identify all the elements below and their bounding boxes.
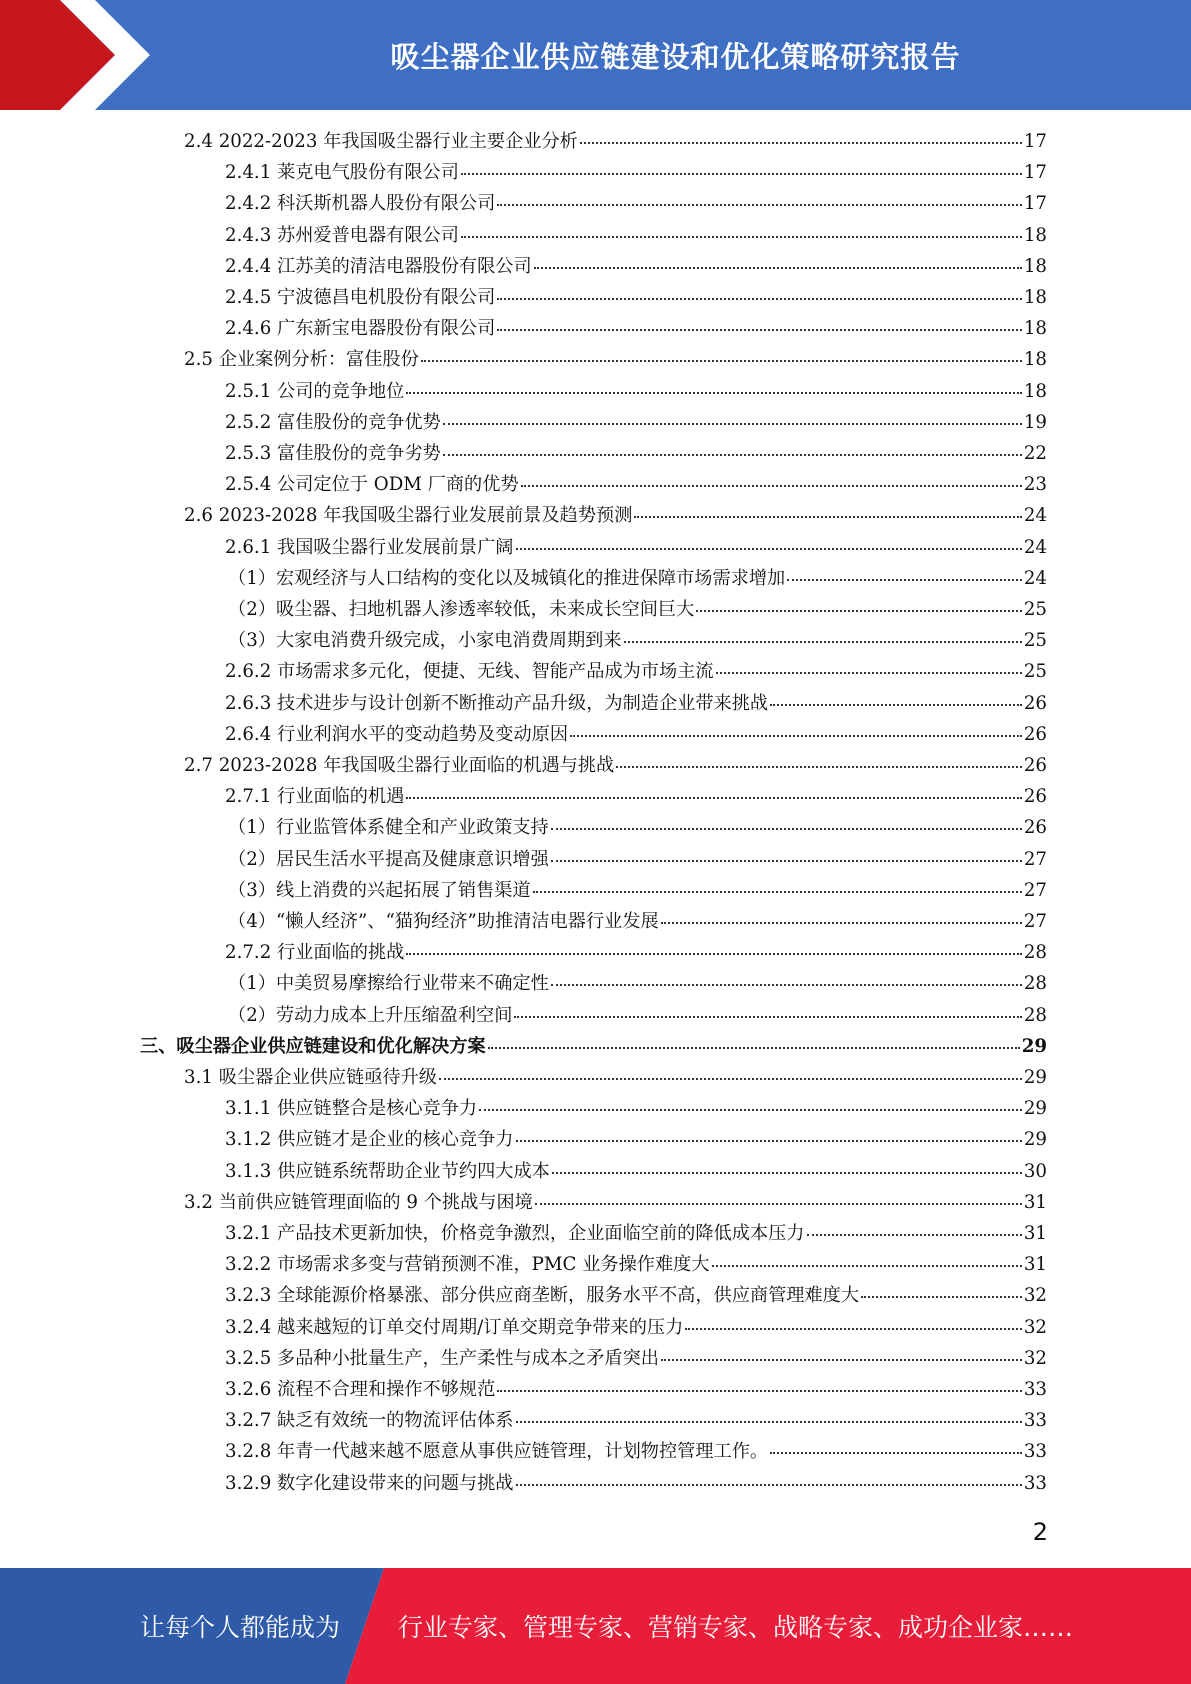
toc-entry[interactable] <box>184 751 1047 782</box>
toc-entry-title: 2.5.3 富佳股份的竞争劣势 <box>225 443 441 464</box>
toc-dot-leader <box>521 484 1022 487</box>
toc-entry-page: 18 <box>1023 287 1047 308</box>
toc-entry[interactable] <box>225 252 1047 283</box>
toc-dot-leader <box>439 1077 1022 1080</box>
toc-dot-leader <box>514 1015 1021 1018</box>
toc-entry-page: 22 <box>1023 443 1047 464</box>
toc-dot-leader <box>551 983 1022 986</box>
toc-entry-page: 28 <box>1023 973 1047 995</box>
toc-entry-title: 2.4.3 苏州爱普电器有限公司 <box>225 224 459 246</box>
toc-entry-title: 3.2.1 产品技术更新加快，价格竞争激烈，企业面临空前的降低成本压力 <box>225 1223 805 1244</box>
toc-entry-title: 3.2.8 年青一代越来越不愿意从事供应链管理，计划物控管理工作。 <box>225 1441 769 1463</box>
toc-entry-page: 29 <box>1023 1098 1047 1120</box>
toc-entry-page: 27 <box>1023 879 1047 901</box>
toc-entry-title: 2.4.6 广东新宝电器股份有限公司 <box>225 318 496 340</box>
toc-entry-page: 18 <box>1023 318 1047 340</box>
toc-dot-leader <box>516 1483 1022 1486</box>
toc-dot-leader <box>406 391 1021 394</box>
toc-dot-leader <box>443 453 1022 456</box>
toc-entry-page: 26 <box>1023 692 1047 714</box>
toc-entry-page: 29 <box>1023 1067 1047 1088</box>
toc-dot-leader <box>533 890 1022 893</box>
toc-dot-leader <box>406 952 1021 955</box>
toc-entry-page: 19 <box>1023 411 1047 433</box>
toc-entry-title: 2.5.2 富佳股份的竞争优势 <box>225 411 441 433</box>
toc-dot-leader <box>516 547 1022 550</box>
page-number: 2 <box>1032 1518 1048 1546</box>
toc-entry-title: 3.2.2 市场需求多变与营销预测不准，PMC 业务操作难度大 <box>225 1254 710 1276</box>
toc-entry[interactable] <box>225 1219 1047 1250</box>
toc-entry-title: 3.1.3 供应链系统帮助企业节约四大成本 <box>225 1160 550 1182</box>
toc-entry[interactable] <box>184 345 1047 376</box>
toc-dot-leader <box>552 1171 1022 1174</box>
toc-entry-title: 2.6.2 市场需求多元化，便捷、无线、智能产品成为市场主流 <box>225 661 714 683</box>
toc-dot-leader <box>497 1389 1022 1392</box>
toc-dot-leader <box>461 235 1022 238</box>
page-footer <box>0 1568 1191 1684</box>
toc-entry-title: 三、吸尘器企业供应链建设和优化解决方案 <box>140 1035 486 1057</box>
report-title: 吸尘器企业供应链建设和优化策略研究报告 <box>390 39 961 74</box>
toc-entry[interactable] <box>225 221 1047 252</box>
toc-dot-leader <box>406 796 1021 799</box>
toc-dot-leader <box>551 859 1022 862</box>
toc-entry-title: （2）劳动力成本上升压缩盈利空间 <box>228 1004 513 1026</box>
toc-dot-leader <box>716 671 1022 674</box>
toc-entry-page: 33 <box>1023 1472 1047 1494</box>
toc-entry-title: 2.5.4 公司定位于 ODM 厂商的优势 <box>225 474 519 496</box>
toc-dot-leader <box>570 734 1022 737</box>
toc-entry[interactable] <box>228 969 1047 1000</box>
toc-entry-page: 26 <box>1023 723 1047 745</box>
toc-entry-page: 33 <box>1023 1441 1047 1463</box>
toc-entry[interactable] <box>225 158 1047 189</box>
toc-dot-leader <box>685 1327 1022 1330</box>
toc-entry-page: 17 <box>1023 193 1047 215</box>
toc-entry-page: 24 <box>1023 567 1047 589</box>
toc-entry-title: 2.4.5 宁波德昌电机股份有限公司 <box>225 287 496 308</box>
toc-dot-leader <box>488 1046 1020 1049</box>
toc-entry-title: （3）线上消费的兴起拓展了销售渠道 <box>228 879 531 901</box>
toc-entry-title: （3）大家电消费升级完成，小家电消费周期到来 <box>228 630 622 652</box>
toc-entry[interactable] <box>228 1001 1047 1032</box>
toc-dot-leader <box>770 703 1022 706</box>
toc-entry-page: 31 <box>1023 1254 1047 1276</box>
toc-entry-page: 23 <box>1023 474 1047 496</box>
toc-entry-page: 32 <box>1023 1285 1047 1307</box>
toc-dot-leader <box>634 515 1021 518</box>
toc-entry-page: 17 <box>1023 131 1047 152</box>
toc-dot-leader <box>461 172 1022 175</box>
toc-entry-title: 2.5.1 公司的竞争地位 <box>225 380 405 402</box>
toc-dot-leader <box>770 1451 1022 1454</box>
toc-entry-page: 29 <box>1023 1129 1047 1151</box>
toc-entry-page: 25 <box>1023 661 1047 683</box>
toc-entry-title: 3.1.1 供应链整合是核心竞争力 <box>225 1098 478 1120</box>
toc-entry[interactable] <box>225 1094 1047 1125</box>
toc-entry[interactable] <box>225 1375 1047 1406</box>
toc-dot-leader <box>624 640 1022 643</box>
toc-entry-page: 17 <box>1023 162 1047 184</box>
toc-dot-leader <box>535 1202 1022 1205</box>
toc-entry[interactable] <box>225 938 1047 969</box>
toc-entry[interactable] <box>225 689 1047 720</box>
toc-entry-title: 2.4.2 科沃斯机器人股份有限公司 <box>225 193 496 215</box>
toc-entry[interactable] <box>225 720 1047 751</box>
toc-entry[interactable] <box>140 1032 1047 1063</box>
toc-entry[interactable] <box>225 657 1047 688</box>
toc-entry-title: 2.4.4 江苏美的清洁电器股份有限公司 <box>225 255 532 277</box>
toc-entry-page: 30 <box>1023 1160 1047 1182</box>
toc-entry-title: 2.5 企业案例分析：富佳股份 <box>184 349 419 371</box>
toc-entry[interactable] <box>225 408 1047 439</box>
toc-entry[interactable] <box>225 377 1047 408</box>
toc-entry-page: 18 <box>1023 380 1047 402</box>
toc-entry[interactable] <box>228 564 1047 595</box>
toc-entry-title: 2.6 2023-2028 年我国吸尘器行业发展前景及趋势预测 <box>184 505 633 527</box>
toc-entry-page: 26 <box>1023 786 1047 808</box>
toc-entry[interactable] <box>225 1437 1047 1468</box>
toc-entry-page: 32 <box>1023 1347 1047 1369</box>
toc-entry-title: 3.2.6 流程不合理和操作不够规范 <box>225 1379 496 1400</box>
toc-entry[interactable] <box>225 1281 1047 1312</box>
toc-entry[interactable] <box>225 1313 1047 1344</box>
toc-entry-page: 27 <box>1023 911 1047 932</box>
toc-entry[interactable] <box>225 1250 1047 1281</box>
toc-entry-title: 2.4.1 莱克电气股份有限公司 <box>225 162 459 184</box>
toc-entry-title: 2.6.4 行业利润水平的变动趋势及变动原因 <box>225 723 569 745</box>
toc-entry-title: 2.4 2022-2023 年我国吸尘器行业主要企业分析 <box>184 131 578 152</box>
toc-entry[interactable] <box>225 1125 1047 1156</box>
toc-dot-leader <box>551 827 1022 830</box>
toc-entry-title: 2.7.1 行业面临的机遇 <box>225 786 405 808</box>
toc-entry-page: 18 <box>1023 224 1047 246</box>
toc-entry-title: 3.2.4 越来越短的订单交付周期/订单交期竞争带来的压力 <box>225 1316 684 1338</box>
toc-entry-title: （2）居民生活水平提高及健康意识增强 <box>228 848 549 870</box>
toc-entry[interactable] <box>225 782 1047 813</box>
toc-dot-leader <box>661 921 1022 924</box>
toc-entry-page: 27 <box>1023 848 1047 870</box>
toc-entry-page: 29 <box>1021 1035 1047 1057</box>
toc-entry[interactable] <box>225 1406 1047 1437</box>
toc-dot-leader <box>443 422 1022 425</box>
toc-dot-leader <box>712 1264 1022 1267</box>
toc-entry[interactable] <box>228 845 1047 876</box>
toc-entry-page: 31 <box>1023 1191 1047 1213</box>
toc-entry-title: 3.1.2 供应链才是企业的核心竞争力 <box>225 1129 514 1151</box>
toc-entry-title: 3.2.9 数字化建设带来的问题与挑战 <box>225 1472 514 1494</box>
toc-entry[interactable] <box>228 876 1047 907</box>
toc-entry-page: 32 <box>1023 1316 1047 1338</box>
footer-slogan-left: 让每个人都能成为 <box>140 1613 341 1642</box>
toc-dot-leader <box>807 1233 1022 1236</box>
toc-entry[interactable] <box>225 533 1047 564</box>
toc-dot-leader <box>616 765 1022 768</box>
toc-entry-title: 3.2.7 缺乏有效统一的物流评估体系 <box>225 1410 514 1432</box>
footer-slogan-right: 行业专家、管理专家、营销专家、战略专家、成功企业家…… <box>398 1613 1074 1642</box>
toc-entry-page: 24 <box>1023 536 1047 558</box>
toc-entry-title: 3.2.3 全球能源价格暴涨、部分供应商垄断，服务水平不高，供应商管理难度大 <box>225 1285 860 1307</box>
toc-dot-leader <box>696 609 1022 612</box>
toc-entry-page: 28 <box>1023 1004 1047 1026</box>
toc-entry-page: 26 <box>1023 755 1047 776</box>
toc-entry-page: 33 <box>1023 1410 1047 1432</box>
toc-dot-leader <box>497 328 1022 331</box>
toc-entry-page: 18 <box>1023 349 1047 371</box>
toc-dot-leader <box>534 266 1022 269</box>
toc-entry-page: 26 <box>1023 817 1047 839</box>
toc-entry-title: 2.6.3 技术进步与设计创新不断推动产品升级，为制造企业带来挑战 <box>225 692 769 714</box>
page-header <box>0 0 1191 110</box>
toc-entry[interactable] <box>184 501 1047 532</box>
toc-entry[interactable] <box>225 314 1047 345</box>
toc-dot-leader <box>497 297 1022 300</box>
toc-dot-leader <box>580 141 1022 144</box>
toc-entry[interactable] <box>184 1063 1047 1094</box>
toc-entry[interactable] <box>228 907 1047 938</box>
toc-entry-title: （4）“懒人经济”、“猫狗经济”助推清洁电器行业发展 <box>228 911 659 932</box>
toc-entry-page: 25 <box>1023 599 1047 620</box>
toc-dot-leader <box>516 1139 1022 1142</box>
toc-dot-leader <box>497 203 1022 206</box>
toc-entry-page: 31 <box>1023 1223 1047 1244</box>
toc-entry-title: （1）中美贸易摩擦给行业带来不确定性 <box>228 973 549 995</box>
toc-entry-title: 2.7 2023-2028 年我国吸尘器行业面临的机遇与挑战 <box>184 755 615 776</box>
toc-dot-leader <box>421 359 1022 362</box>
toc-entry-title: 3.2 当前供应链管理面临的 9 个挑战与困境 <box>184 1191 533 1213</box>
toc-entry[interactable] <box>228 626 1047 657</box>
toc-entry-title: （1）宏观经济与人口结构的变化以及城镇化的推进保障市场需求增加 <box>228 567 786 589</box>
toc-entry-page: 18 <box>1023 255 1047 277</box>
toc-entry[interactable] <box>225 1157 1047 1188</box>
toc-dot-leader <box>516 1420 1022 1423</box>
toc-entry[interactable] <box>225 283 1047 314</box>
toc-entry[interactable] <box>184 1188 1047 1219</box>
toc-entry-title: （2）吸尘器、扫地机器人渗透率较低，未来成长空间巨大 <box>228 599 695 620</box>
toc-entry[interactable] <box>228 595 1047 626</box>
toc-entry-title: （1）行业监管体系健全和产业政策支持 <box>228 817 549 839</box>
toc-dot-leader <box>787 578 1022 581</box>
toc-dot-leader <box>661 1358 1022 1361</box>
toc-entry-title: 2.6.1 我国吸尘器行业发展前景广阔 <box>225 536 514 558</box>
toc-entry-page: 33 <box>1023 1379 1047 1400</box>
toc-dot-leader <box>479 1108 1022 1111</box>
toc-entry[interactable] <box>225 1344 1047 1375</box>
toc-entry-title: 3.1 吸尘器企业供应链亟待升级 <box>184 1067 437 1088</box>
toc-dot-leader <box>861 1295 1022 1298</box>
toc-entry-page: 28 <box>1023 942 1047 964</box>
toc-entry-page: 25 <box>1023 630 1047 652</box>
toc-entry-title: 2.7.2 行业面临的挑战 <box>225 942 405 964</box>
toc-entry[interactable] <box>225 470 1047 501</box>
toc-entry[interactable] <box>184 127 1047 158</box>
toc-entry[interactable] <box>228 813 1047 844</box>
toc-entry[interactable] <box>225 189 1047 220</box>
toc-entry-page: 24 <box>1023 505 1047 527</box>
toc-entry-title: 3.2.5 多品种小批量生产，生产柔性与成本之矛盾突出 <box>225 1347 659 1369</box>
toc-entry[interactable] <box>225 1469 1047 1500</box>
toc-entry[interactable] <box>225 439 1047 470</box>
